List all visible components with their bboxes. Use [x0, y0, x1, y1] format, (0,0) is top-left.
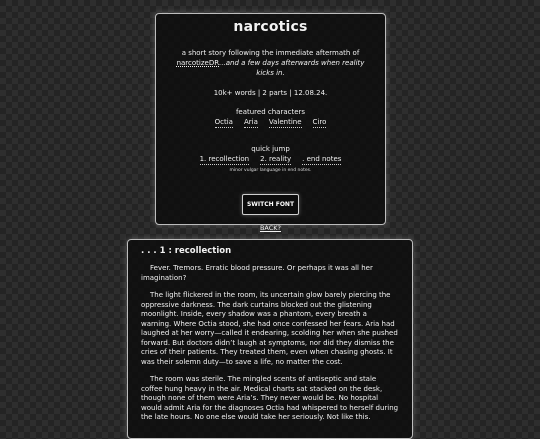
character-link-octia[interactable]: Octia [214, 118, 233, 126]
story-content-card [127, 239, 413, 439]
jump-link-recollection[interactable]: 1. recollection [199, 155, 250, 163]
character-list [172, 118, 369, 128]
story-header-card [155, 13, 386, 232]
switch-font-button[interactable]: SWITCH FONT [242, 194, 299, 215]
jump-link-reality[interactable]: 2. reality [260, 155, 292, 163]
chapter-heading: . . . 1 : recollection [141, 246, 232, 256]
story-paragraph: The room was sterile. The mingled scents of antiseptic and stale coffee hung heavy in the air. Medical charts sat stacked on the desk, though none of them were Aria’s. They never would be. No hospital would admit Aria for the diagnoses Octia had whispered to herself during the late hours. No one else would take her seriously. Not like this. [141, 375, 399, 421]
content-warning: minor vulgar language in end notes. [229, 168, 312, 173]
story-paragraph: The light flickered in the room, its uncertain glow barely piercing the oppressive darkness. The dark curtains blocked out the glistening moonlight. Inside, every shadow was a phantom, every breath a warning. Where Octia stood, she had once confessed her fears. Aria had laughed at her worry—called it endearing, scolding her when she pushed forward. But doctors didn’t laugh at symptoms, nor did they dismiss the cries of their patients. They treated them, even when chasing ghosts. It was their solemn duty—to save a life, no matter the cost. [141, 291, 398, 366]
story-meta: 10k+ words | 2 parts | 12.08.24. [213, 89, 328, 97]
story-paragraph: Fever. Tremors. Erratic blood pressure. Or perhaps it was all her imagination? [141, 264, 373, 282]
synopsis-text: a short story following the immediate aftermath of [181, 49, 360, 57]
characters-label: featured characters [235, 108, 306, 116]
jump-link-end-notes[interactable]: . end notes [302, 155, 342, 163]
page-title: narcotics [233, 19, 308, 35]
synopsis-link[interactable]: narcotizeDR [176, 59, 220, 67]
synopsis [172, 48, 369, 78]
quick-jump-label: quick jump [251, 145, 290, 153]
back-link[interactable]: BACK? [259, 224, 282, 232]
character-link-aria[interactable]: Aria [243, 118, 258, 126]
quick-jump-list [172, 155, 369, 165]
character-link-valentine[interactable]: Valentine [268, 118, 302, 126]
character-link-ciro[interactable]: Ciro [312, 118, 327, 126]
synopsis-italic: ...and a few days afterwards when reality kicks in. [219, 59, 365, 77]
